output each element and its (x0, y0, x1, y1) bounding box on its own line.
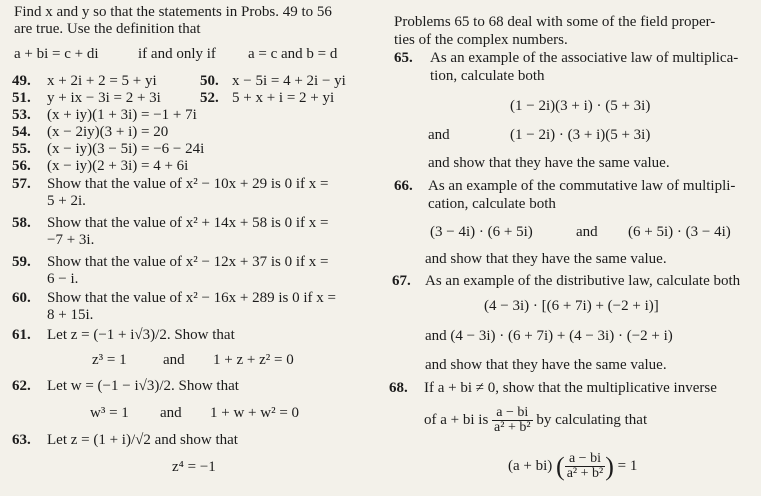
fraction-numerator: a − bi (492, 406, 533, 421)
problem-number: 60. (12, 290, 31, 306)
problem-65-conclusion: and show that they have the same value. (428, 155, 670, 171)
problem-63: Let z = (1 + i)/√2 and show that (47, 432, 238, 448)
problem-57-line1: Show that the value of x² − 10x + 29 is 0 if x = (47, 176, 329, 192)
inverse-fraction (492, 406, 533, 435)
problem-51: y + ix − 3i = 2 + 3i (47, 90, 161, 106)
definition-lhs: a + bi = c + di (14, 46, 99, 62)
problem-58-line2: −7 + 3i. (47, 232, 95, 248)
problem-number: 52. (200, 90, 219, 106)
right-intro-line1: Problems 65 to 68 deal with some of the field proper- (394, 14, 716, 30)
problem-58-line1: Show that the value of x² + 14x + 58 is 0 if x = (47, 215, 329, 231)
problem-66-expr1: (3 − 4i) · (6 + 5i) (430, 224, 533, 240)
problem-67-expr2: and (4 − 3i) · (6 + 7i) + (4 − 3i) · (−2 + i) (425, 328, 673, 344)
problem-number: 57. (12, 176, 31, 192)
definition-rhs: a = c and b = d (248, 46, 338, 62)
problem-number: 66. (394, 178, 413, 194)
definition-iff: if and only if (138, 46, 216, 62)
problem-number: 49. (12, 73, 31, 89)
problem-number: 58. (12, 215, 31, 231)
problem-65-line1: As an example of the associative law of multiplica- (430, 50, 739, 66)
fraction-denominator: a² + b² (566, 466, 604, 481)
problem-57-line2: 5 + 2i. (47, 193, 86, 209)
problem-52: 5 + x + i = 2 + yi (232, 90, 335, 106)
problem-number: 51. (12, 90, 31, 106)
problem-60-line2: 8 + 15i. (47, 307, 94, 323)
problem-68-of-text: of a + bi is (424, 411, 489, 428)
problem-66-line1: As an example of the commutative law of multipli- (428, 178, 736, 194)
equation-lhs: (a + bi) (508, 457, 553, 474)
problem-number: 63. (12, 432, 31, 448)
problem-66-and: and (576, 224, 598, 240)
problem-68-equation (508, 452, 637, 481)
problem-53: (x + iy)(1 + 3i) = −1 + 7i (47, 107, 197, 123)
problem-number: 59. (12, 254, 31, 270)
problem-62-eq1: w³ = 1 (90, 405, 129, 421)
left-intro-line2: are true. Use the definition that (14, 21, 201, 37)
problem-number: 53. (12, 107, 31, 123)
problem-50: x − 5i = 4 + 2i − yi (232, 73, 346, 89)
problem-65-expr2: (1 − 2i) · (3 + i)(5 + 3i) (510, 127, 651, 143)
problem-59-line1: Show that the value of x² − 12x + 37 is 0 if x = (47, 254, 329, 270)
problem-61: Let z = (−1 + i√3)/2. Show that (47, 327, 235, 343)
problem-number: 65. (394, 50, 413, 66)
problem-67-line1: As an example of the distributive law, calculate both (425, 273, 741, 289)
problem-62-eq2: 1 + w + w² = 0 (210, 405, 300, 421)
problem-68-by-text: by calculating that (536, 411, 648, 428)
left-intro-line1: Find x and y so that the statements in Probs. 49 to 56 (14, 4, 332, 20)
problem-65-line2: tion, calculate both (430, 68, 545, 84)
problem-67-conclusion: and show that they have the same value. (425, 357, 667, 373)
right-intro-line2: ties of the complex numbers. (394, 32, 568, 48)
right-paren: ) (605, 452, 614, 481)
problem-55: (x − iy)(3 − 5i) = −6 − 24i (47, 141, 205, 157)
fraction-denominator: a² + b² (494, 420, 531, 435)
fraction-numerator: a − bi (565, 452, 606, 467)
problem-61-and: and (163, 352, 185, 368)
problem-number: 50. (200, 73, 219, 89)
problem-number: 67. (392, 273, 411, 289)
problem-61-eq2: 1 + z + z² = 0 (213, 352, 294, 368)
problem-61-eq1: z³ = 1 (92, 352, 127, 368)
left-paren: ( (556, 452, 565, 481)
problem-66-expr2: (6 + 5i) · (3 − 4i) (628, 224, 731, 240)
problem-67-expr1: (4 − 3i) · [(6 + 7i) + (−2 + i)] (484, 298, 659, 314)
problem-number: 61. (12, 327, 31, 343)
problem-63-eq: z⁴ = −1 (172, 459, 216, 475)
problem-62: Let w = (−1 − i√3)/2. Show that (47, 378, 239, 394)
problem-number: 68. (389, 380, 408, 396)
problem-62-and: and (160, 405, 182, 421)
problem-54: (x − 2iy)(3 + i) = 20 (47, 124, 169, 140)
problem-number: 55. (12, 141, 31, 157)
problem-number: 54. (12, 124, 31, 140)
problem-56: (x − iy)(2 + 3i) = 4 + 6i (47, 158, 189, 174)
problem-68-line1: If a + bi ≠ 0, show that the multiplicative inverse (424, 380, 717, 396)
problem-65-expr1: (1 − 2i)(3 + i) · (5 + 3i) (510, 98, 651, 114)
equation-fraction (565, 452, 606, 481)
problem-number: 56. (12, 158, 31, 174)
problem-number: 62. (12, 378, 31, 394)
problem-65-and: and (428, 127, 450, 143)
problem-59-line2: 6 − i. (47, 271, 79, 287)
equation-rhs: = 1 (617, 457, 638, 474)
problem-60-line1: Show that the value of x² − 16x + 289 is 0 if x = (47, 290, 337, 306)
problem-66-line2: cation, calculate both (428, 196, 556, 212)
problem-66-conclusion: and show that they have the same value. (425, 251, 667, 267)
problem-68-line2 (424, 406, 647, 435)
problem-49: x + 2i + 2 = 5 + yi (47, 73, 157, 89)
